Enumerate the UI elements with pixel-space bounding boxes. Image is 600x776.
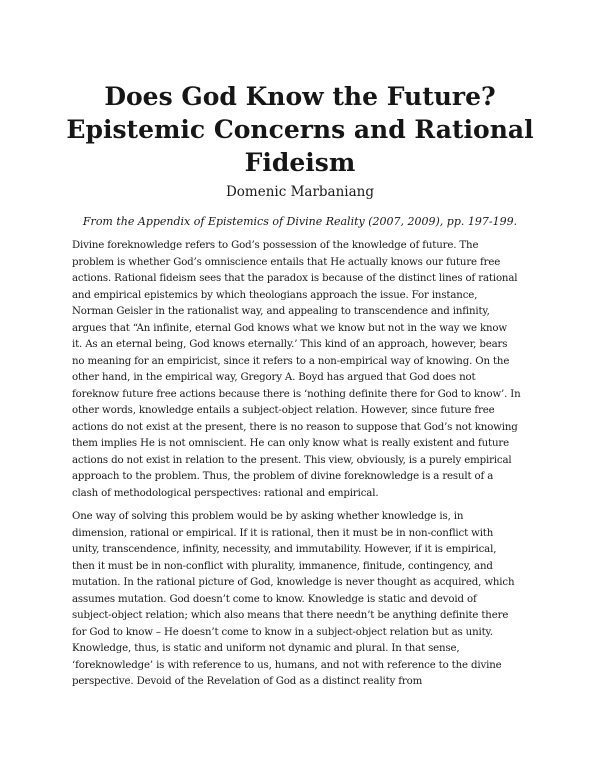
document-title (60, 80, 540, 179)
author-name: Domenic Marbaniang (225, 184, 375, 200)
text-line: actions. Rational fideism sees that the paradox is because of the distinct lines of rational (72, 273, 518, 284)
text-line: subject-object relation; which also means that there needn’t be anything definite there (72, 610, 509, 621)
text-line: approach to the problem. Thus, the problem of divine foreknowledge is a result of a (72, 471, 494, 482)
text-line: assumes mutation. God doesn’t come to know. Knowledge is static and devoid of (72, 593, 477, 605)
text-line: perspective. Devoid of the Revelation of God as a distinct reality from (72, 676, 423, 687)
text-line: clash of methodological perspectives: rational and empirical. (72, 487, 379, 499)
text-line: ‘foreknowledge’ is with reference to us, humans, and not with reference to the divine (72, 659, 502, 671)
text-line: and empirical epistemics by which theologians approach the issue. For instance, (72, 289, 478, 301)
text-line: Divine foreknowledge refers to God’s possession of the knowledge of future. The (72, 240, 479, 251)
title-line: Does God Know the Future? (104, 82, 496, 111)
body-paragraph-1 (72, 238, 532, 502)
text-line: foreknow future free actions because there is ‘nothing definite there for God to know’. In (72, 388, 521, 400)
text-line: actions do not exist in relation to the present. This view, obviously, is a purely empirical (72, 454, 512, 466)
text-line: mutation. In the rational picture of God, knowledge is never thought as acquired, which (72, 577, 515, 588)
text-line: Knowledge, thus, is static and uniform not dynamic and plural. In that sense, (72, 643, 460, 654)
text-line: One way of solving this problem would be by asking whether knowledge is, in (72, 511, 464, 522)
source-citation: From the Appendix of Epistemics of Divine Reality (2007, 2009), pp. 197-199. (82, 215, 518, 228)
text-line: dimension, rational or empirical. If it is rational, then it must be in non-conflict with (72, 527, 494, 539)
text-line: Norman Geisler in the rationalist way, and appealing to transcendence and infinity, (72, 306, 490, 317)
text-line: for God to know – He doesn’t come to know in a subject-object relation but as unity. (72, 626, 493, 638)
text-line: other hand, in the empirical way, Gregory A. Boyd has argued that God does not (72, 372, 476, 383)
text-line: other words, knowledge entails a subject-object relation. However, since future free (72, 405, 495, 416)
text-line: it. As an eternal being, God knows eternally.’ This kind of an approach, however, bears (72, 339, 508, 350)
text-line: actions do not exist at the present, there is no reason to suppose that God’s not knowing (72, 421, 518, 433)
text-line: no meaning for an empiricist, since it refers to a non-empirical way of knowing. On the (72, 355, 510, 367)
text-line: then it must be in non-conflict with plurality, immanence, finitude, contingency, and (72, 560, 493, 572)
text-line: problem is whether God’s omniscience entails that He actually knows our future free (72, 256, 501, 268)
body-paragraph-2 (72, 509, 532, 691)
title-line: Fideism (244, 148, 356, 177)
text-line: them implies He is not omniscient. He can only know what is really existent and future (72, 438, 509, 449)
text-line: unity, transcendence, infinity, necessity, and immutability. However, if it is empirical, (72, 544, 497, 555)
title-line: Epistemic Concerns and Rational (66, 115, 534, 144)
text-line: argues that “An infinite, eternal God knows what we know but not in the way we know (72, 322, 507, 334)
